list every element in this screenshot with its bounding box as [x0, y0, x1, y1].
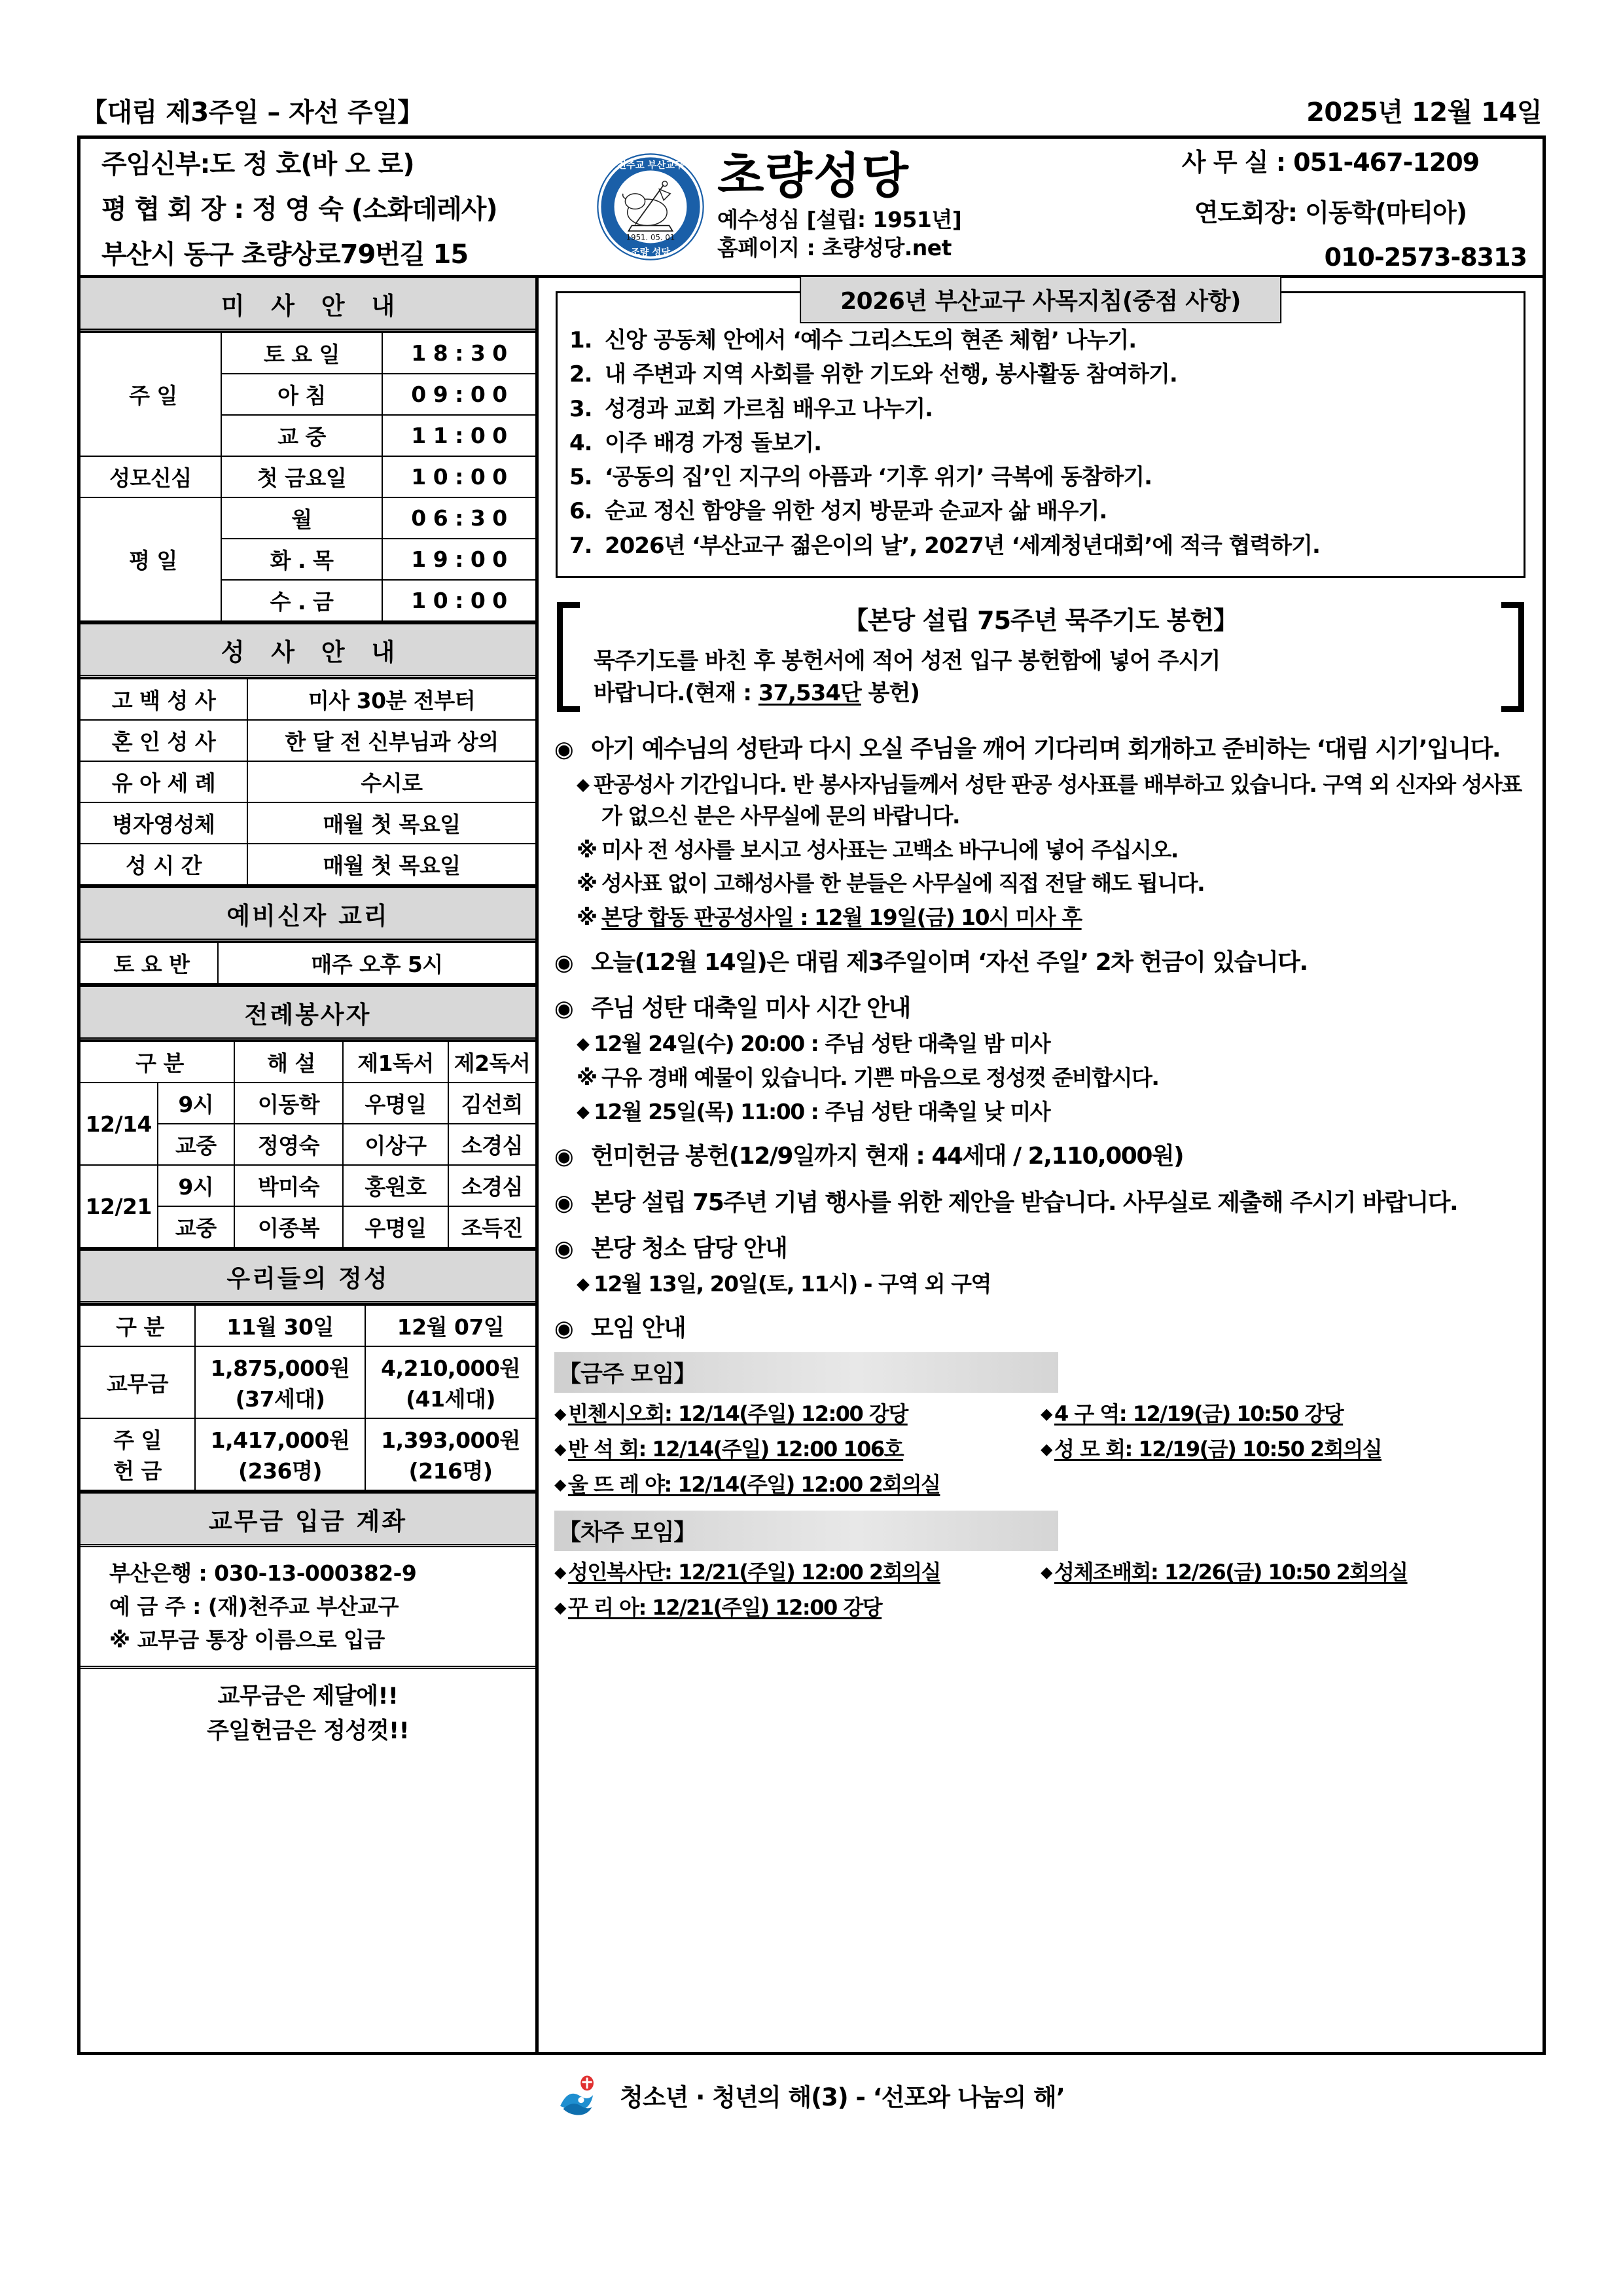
list-item: [569, 461, 1512, 493]
left-column: [80, 278, 539, 2052]
slogan-line-1: 교무금은 제달에!!: [217, 1683, 399, 1710]
mass-time: 1 0 : 0 0: [382, 580, 535, 621]
ministers-reading1: 이상구: [343, 1124, 448, 1165]
announcement-sub: [554, 834, 1527, 866]
diamond-bullet-icon: ◆: [1041, 1439, 1052, 1458]
announcement-sub: [554, 1096, 1527, 1128]
ministers-table: [80, 1041, 535, 1248]
offerings-col-1: 11월 30일: [195, 1305, 365, 1346]
diamond-bullet-icon: ◆: [554, 1475, 565, 1494]
offerings-row-label-line1: 주 일: [113, 1427, 162, 1453]
season-title: 【대림 제3주일 – 자선 주일】: [81, 98, 423, 128]
ministers-mass: 교중: [158, 1206, 235, 1247]
meetings-head-text: 모임 안내: [591, 1315, 686, 1342]
ministers-reading2: 소경심: [448, 1124, 535, 1165]
guideline-text: 신앙 공동체 안에서 ‘예수 그리스도의 현존 체험’ 나누기.: [605, 327, 1137, 353]
list-item: [569, 530, 1512, 562]
offerings-cell: [195, 1418, 365, 1490]
account-holder: 예 금 주 : (재)천주교 부산교구: [109, 1594, 399, 1620]
announcement-sub: [554, 1062, 1527, 1094]
announcement-item: [554, 1232, 1527, 1299]
ministers-reading1: 우명일: [343, 1083, 448, 1124]
list-item: [569, 359, 1512, 390]
ministers-date: 12/21: [80, 1165, 158, 1247]
catechumen-value: 매주 오후 5시: [218, 942, 535, 984]
mass-group-label: 평 일: [80, 497, 221, 621]
sacrament-label: 혼 인 성 사: [80, 720, 247, 761]
meeting-text: 성 모 회: 12/19(금) 10:50 2회의실: [1054, 1436, 1382, 1462]
ministers-col-2: 제1독서: [343, 1041, 448, 1083]
account-details: [80, 1547, 535, 1669]
bullseye-icon: ◉: [554, 736, 573, 763]
footer-text: 청소년 · 청년의 해(3) - ‘선포와 나눔의 해’: [620, 2083, 1065, 2111]
announcement-item: [554, 992, 1527, 1127]
table-row: [80, 1083, 535, 1124]
announcement-head: [554, 1187, 1527, 1219]
ministers-reading2: 조득진: [448, 1206, 535, 1247]
account-note: ※ 교무금 통장 이름으로 입금: [109, 1627, 385, 1653]
table-row: [80, 1346, 535, 1418]
offerings-cell: [195, 1346, 365, 1418]
sacrament-value: 미사 30분 전부터: [247, 679, 535, 720]
ministers-section-title: 전례봉사자: [80, 984, 535, 1041]
diamond-bullet-icon: ◆: [554, 1562, 565, 1581]
table-row: [80, 1305, 535, 1346]
rosary-suffix: 봉헌): [861, 680, 919, 707]
diamond-bullet-icon: ◆: [554, 1404, 565, 1423]
table-row: [80, 1418, 535, 1490]
council-label: 평 협 회 장 : 정 영 숙 (소화데레사): [101, 194, 497, 224]
rosary-prefix: 바랍니다.(현재 :: [594, 680, 758, 707]
church-name: 초량성당: [717, 148, 910, 205]
bullseye-icon: ◉: [554, 1143, 573, 1170]
ministers-commentator: 박미숙: [234, 1165, 343, 1206]
diamond-bullet-icon: ◆: [554, 1439, 565, 1458]
sacrament-label: 고 백 성 사: [80, 679, 247, 720]
meetings-next-week-title: 【차주 모임】: [554, 1511, 1058, 1551]
ministers-commentator: 이종복: [234, 1206, 343, 1247]
list-item: [554, 1469, 1041, 1500]
diamond-bullet-icon: ◆: [1041, 1562, 1052, 1581]
diamond-bullet-icon: ◆: [577, 774, 589, 795]
list-item: [554, 1433, 1041, 1465]
announcement-sub: [554, 769, 1527, 832]
offerings-row-label-line2: 헌 금: [113, 1458, 162, 1484]
list-item: [569, 495, 1512, 527]
sacrament-value: 매월 첫 목요일: [247, 844, 535, 885]
masthead: [77, 135, 1546, 278]
reference-mark-icon: ※: [577, 905, 597, 931]
guideline-number: 6.: [569, 498, 592, 525]
table-row: [80, 761, 535, 802]
slogan-line-2: 주일헌금은 정성껏!!: [206, 1717, 410, 1744]
ministers-reading2: 소경심: [448, 1165, 535, 1206]
list-item: [569, 427, 1512, 459]
offerings-cell: [365, 1418, 535, 1490]
offerings-col-0: 구 분: [80, 1305, 195, 1346]
mass-name: 토 요 일: [221, 332, 382, 374]
mass-name: 첫 금요일: [221, 456, 382, 497]
ministers-col-1: 해 설: [234, 1041, 343, 1083]
list-item: [569, 393, 1512, 425]
meeting-text: 반 석 회: 12/14(주일) 12:00 106호: [567, 1436, 904, 1462]
guideline-number: 4.: [569, 429, 592, 456]
offerings-count: (37세대): [235, 1386, 325, 1412]
list-item: [1041, 1398, 1527, 1429]
svg-text:천주교 부산교구: 천주교 부산교구: [617, 160, 684, 171]
announcement-sub-text: 미사 전 성사를 보시고 성사표는 고백소 바구니에 넣어 주십시오.: [601, 836, 1178, 863]
bullseye-icon: ◉: [554, 1316, 573, 1342]
reference-mark-icon: ※: [577, 870, 597, 897]
meetings-next-week-grid: [554, 1556, 1527, 1627]
list-item: [554, 1592, 1041, 1623]
guidelines-title: 2026년 부산교구 사목지침(중점 사항): [800, 276, 1281, 323]
catechumen-label: 토 요 반: [80, 942, 218, 984]
meetings-this-week-grid: [554, 1398, 1527, 1504]
announcement-sub: [554, 1028, 1527, 1060]
pastor-label: 주임신부:도 정 호(바 오 로): [101, 149, 414, 179]
mass-name: 교 중: [221, 415, 382, 456]
bullseye-icon: ◉: [554, 1189, 573, 1216]
table-row: [80, 942, 535, 984]
rosary-count: 37,534단: [758, 680, 861, 707]
diamond-bullet-icon: ◆: [577, 1274, 589, 1294]
announcement-sub-text: 성사표 없이 고해성사를 한 분들은 사무실에 직접 전달 해도 됩니다.: [601, 870, 1205, 897]
ministers-commentator: 정영숙: [234, 1124, 343, 1165]
list-item: [1041, 1556, 1527, 1588]
sacrament-value: 수시로: [247, 761, 535, 802]
table-row: [80, 802, 535, 844]
guideline-number: 2.: [569, 361, 592, 388]
table-row: [80, 497, 535, 539]
guideline-text: 순교 정신 함양을 위한 성지 방문과 순교자 삶 배우기.: [605, 498, 1107, 525]
bulletin-date: 2025년 12월 14일: [1306, 98, 1542, 128]
bulletin-page: [77, 92, 1546, 2212]
guideline-number: 5.: [569, 464, 592, 491]
offerings-amount: 1,393,000원: [381, 1427, 520, 1453]
rosary-offering-block: [557, 600, 1524, 717]
offerings-col-2: 12월 07일: [365, 1305, 535, 1346]
mass-name: 월: [221, 497, 382, 539]
offerings-amount: 4,210,000원: [381, 1355, 520, 1381]
youth-year-logo-icon: [558, 2075, 608, 2115]
mass-time: 1 0 : 0 0: [382, 456, 535, 497]
announcement-item: [554, 1187, 1527, 1219]
announcement-sub-text: 12월 24일(수) 20:00 : 주님 성탄 대축일 밤 미사: [594, 1030, 1050, 1056]
diocese-emblem-icon: [596, 152, 705, 262]
announcement-head-text: 본당 설립 75주년 기념 행사를 위한 제안을 받습니다. 사무실로 제출해 주시기 바랍니다.: [591, 1189, 1458, 1216]
mass-time: 1 9 : 0 0: [382, 539, 535, 580]
church-homepage[interactable]: 홈페이지 : 초량성당.net: [717, 234, 952, 260]
ministers-mass: 9시: [158, 1165, 235, 1206]
church-patron: 예수성심 [설립: 1951년]: [717, 206, 962, 232]
diamond-bullet-icon: ◆: [577, 1033, 589, 1054]
mass-group-label: 주 일: [80, 332, 221, 456]
guideline-number: 1.: [569, 327, 592, 353]
meeting-text: 성인복사단: 12/21(주일) 12:00 2회의실: [567, 1559, 940, 1585]
table-row: [80, 332, 535, 374]
mass-time: 1 8 : 3 0: [382, 332, 535, 374]
bullseye-icon: ◉: [554, 950, 573, 977]
mass-name: 아 침: [221, 374, 382, 415]
offerings-section-title: 우리들의 정성: [80, 1248, 535, 1304]
ministers-col-0: 구 분: [80, 1041, 234, 1083]
announcement-item: [554, 946, 1527, 979]
ministers-commentator: 이동학: [234, 1083, 343, 1124]
rosary-line-1: 묵주기도를 바친 후 봉헌서에 적어 성전 입구 봉헌함에 넣어 주시기: [594, 647, 1221, 674]
sacrament-label: 유 아 세 례: [80, 761, 247, 802]
meeting-text: 울 뜨 레 야: 12/14(주일) 12:00 2회의실: [567, 1471, 940, 1497]
svg-text:1951. 05. 01: 1951. 05. 01: [626, 232, 675, 242]
announcement-head: [554, 1232, 1527, 1265]
catechumen-table: [80, 942, 535, 984]
announcement-sub-text: 본당 합동 판공성사일 : 12월 19일(금) 10시 미사 후: [601, 905, 1082, 931]
diamond-bullet-icon: ◆: [554, 1598, 565, 1617]
ministers-date: 12/14: [80, 1083, 158, 1165]
ministers-mass: 9시: [158, 1083, 235, 1124]
announcement-head: [554, 946, 1527, 979]
offerings-count: (41세대): [406, 1386, 495, 1412]
catechumen-section-title: 예비신자 교리: [80, 886, 535, 942]
mass-name: 수 . 금: [221, 580, 382, 621]
bullseye-icon: ◉: [554, 996, 573, 1022]
offerings-amount: 1,875,000원: [210, 1355, 350, 1381]
guidelines-list: [569, 325, 1512, 562]
announcement-sub-text: 12월 13일, 20일(토, 11시) - 구역 외 구역: [594, 1270, 991, 1297]
announcement-sub: [554, 868, 1527, 899]
announcement-sub-text: 12월 25일(목) 11:00 : 주님 성탄 대축일 낮 미사: [594, 1098, 1050, 1124]
masthead-left: [80, 139, 589, 275]
sacrament-value: 한 달 전 신부님과 상의: [247, 720, 535, 761]
meetings-block: [554, 1312, 1527, 1626]
account-bank: 부산은행 : 030-13-000382-9: [109, 1560, 417, 1586]
meeting-text: 꾸 리 아: 12/21(주일) 12:00 강당: [567, 1594, 882, 1620]
announcement-item: [554, 733, 1527, 933]
announcement-head-text: 본당 청소 담당 안내: [591, 1235, 787, 1263]
mass-table: [80, 332, 535, 622]
guideline-text: 이주 배경 가정 돌보기.: [605, 429, 822, 456]
mass-group-label: 성모신심: [80, 456, 221, 497]
diamond-bullet-icon: ◆: [1041, 1404, 1052, 1423]
bracket-right-icon: [1501, 602, 1524, 712]
list-item: [554, 1556, 1041, 1588]
rosary-line-2: [594, 677, 1488, 709]
announcement-head: [554, 992, 1527, 1025]
table-row: [80, 679, 535, 720]
offerings-table: [80, 1304, 535, 1491]
announcement-sub-text: 구유 경배 예물이 있습니다. 기쁜 마음으로 정성껏 준비합시다.: [601, 1064, 1159, 1090]
bulletin-body: [77, 278, 1546, 2055]
reference-mark-icon: ※: [577, 1064, 597, 1090]
meeting-text: 빈첸시오회: 12/14(주일) 12:00 강당: [567, 1401, 908, 1426]
announcements-list: [554, 733, 1527, 1626]
table-row: [80, 1041, 535, 1083]
table-row: [80, 456, 535, 497]
list-item: [554, 1398, 1041, 1429]
yeondo-president: 연도회장: 이동학(마티아): [1194, 198, 1467, 227]
meeting-text: 4 구 역: 12/19(금) 10:50 강당: [1054, 1401, 1344, 1426]
rosary-body: [557, 640, 1524, 717]
announcement-item: [554, 1140, 1527, 1173]
reference-mark-icon: ※: [577, 836, 597, 863]
address-label: 부산시 동구 초량상로79번길 15: [101, 239, 469, 270]
announcement-head-text: 주님 성탄 대축일 미사 시간 안내: [591, 995, 910, 1022]
offerings-count: (236명): [238, 1458, 322, 1484]
mass-name: 화 . 목: [221, 539, 382, 580]
ministers-col-3: 제2독서: [448, 1041, 535, 1083]
masthead-center: [589, 139, 1128, 275]
bullseye-icon: ◉: [554, 1236, 573, 1263]
ministers-mass: 교중: [158, 1124, 235, 1165]
sacrament-value: 매월 첫 목요일: [247, 802, 535, 844]
bracket-left-icon: [557, 602, 580, 712]
announcement-head-text: 오늘(12월 14일)은 대림 제3주일이며 ‘자선 주일’ 2차 헌금이 있습니다.: [591, 949, 1308, 977]
offerings-cell: [365, 1346, 535, 1418]
guideline-text: ‘공동의 집’인 지구의 아픔과 ‘기후 위기’ 극복에 동참하기.: [605, 464, 1152, 491]
announcement-head: [554, 1140, 1527, 1173]
list-item: [569, 325, 1512, 356]
announcement-sub-text: 판공성사 기간입니다. 반 봉사자님들께서 성탄 판공 성사표를 배부하고 있습니다. 구역 외 신자와 성사표가 없으신 분은 사무실에 문의 바랍니다.: [594, 771, 1522, 829]
guideline-text: 내 주변과 지역 사회를 위한 기도와 선행, 봉사활동 참여하기.: [605, 361, 1177, 388]
meeting-text: 성체조배회: 12/26(금) 10:50 2회의실: [1054, 1559, 1408, 1585]
guideline-text: 2026년 ‘부산교구 젊은이의 날’, 2027년 ‘세계청년대회’에 적극 협력하기.: [605, 532, 1320, 559]
svg-text:조량 성당: 조량 성당: [630, 247, 671, 258]
ministers-reading1: 우명일: [343, 1206, 448, 1247]
announcement-head: [554, 1312, 1527, 1345]
guideline-text: 성경과 교회 가르침 배우고 나누기.: [605, 395, 933, 422]
rosary-title: 【본당 설립 75주년 묵주기도 봉헌】: [843, 605, 1238, 635]
guideline-number: 3.: [569, 395, 592, 422]
guideline-number: 7.: [569, 532, 592, 559]
sacrament-label: 성 시 간: [80, 844, 247, 885]
announcement-sub: [554, 902, 1527, 933]
ministers-reading1: 홍원호: [343, 1165, 448, 1206]
sacraments-section-title: 성 사 안 내: [80, 622, 535, 678]
announcement-head-text: 헌미헌금 봉헌(12/9일까지 현재 : 44세대 / 2,110,000원): [591, 1143, 1184, 1170]
mass-section-title: 미 사 안 내: [80, 278, 535, 332]
sacraments-table: [80, 678, 535, 886]
list-item: [1041, 1433, 1527, 1465]
table-row: [80, 1165, 535, 1206]
mobile-phone: 010-2573-8313: [1324, 243, 1527, 272]
meetings-this-week-title: 【금주 모임】: [554, 1352, 1058, 1393]
announcement-head: [554, 733, 1527, 766]
offering-slogan: [80, 1669, 535, 1760]
masthead-right: [1128, 139, 1543, 275]
offerings-count: (216명): [408, 1458, 493, 1484]
footer: [77, 2075, 1546, 2115]
table-row: [80, 844, 535, 885]
offerings-amount: 1,417,000원: [210, 1427, 350, 1453]
offerings-row-label: [80, 1418, 195, 1490]
mass-time: 1 1 : 0 0: [382, 415, 535, 456]
ministers-reading2: 김선희: [448, 1083, 535, 1124]
sacrament-label: 병자영성체: [80, 802, 247, 844]
diocesan-guidelines-box: [556, 288, 1525, 578]
announcement-head-text: 아기 예수님의 성탄과 다시 오실 주님을 깨어 기다리며 회개하고 준비하는 ‘대림 시기’입니다.: [591, 736, 1501, 763]
top-strip: [77, 92, 1546, 135]
announcement-sub: [554, 1268, 1527, 1300]
mass-time: 0 9 : 0 0: [382, 374, 535, 415]
mass-time: 0 6 : 3 0: [382, 497, 535, 539]
diamond-bullet-icon: ◆: [577, 1102, 589, 1122]
table-row: [80, 720, 535, 761]
right-column: [539, 278, 1543, 2052]
office-phone: 사 무 실 : 051-467-1209: [1181, 148, 1480, 177]
account-section-title: 교무금 입금 계좌: [80, 1491, 535, 1547]
offerings-row-label: 교무금: [80, 1346, 195, 1418]
